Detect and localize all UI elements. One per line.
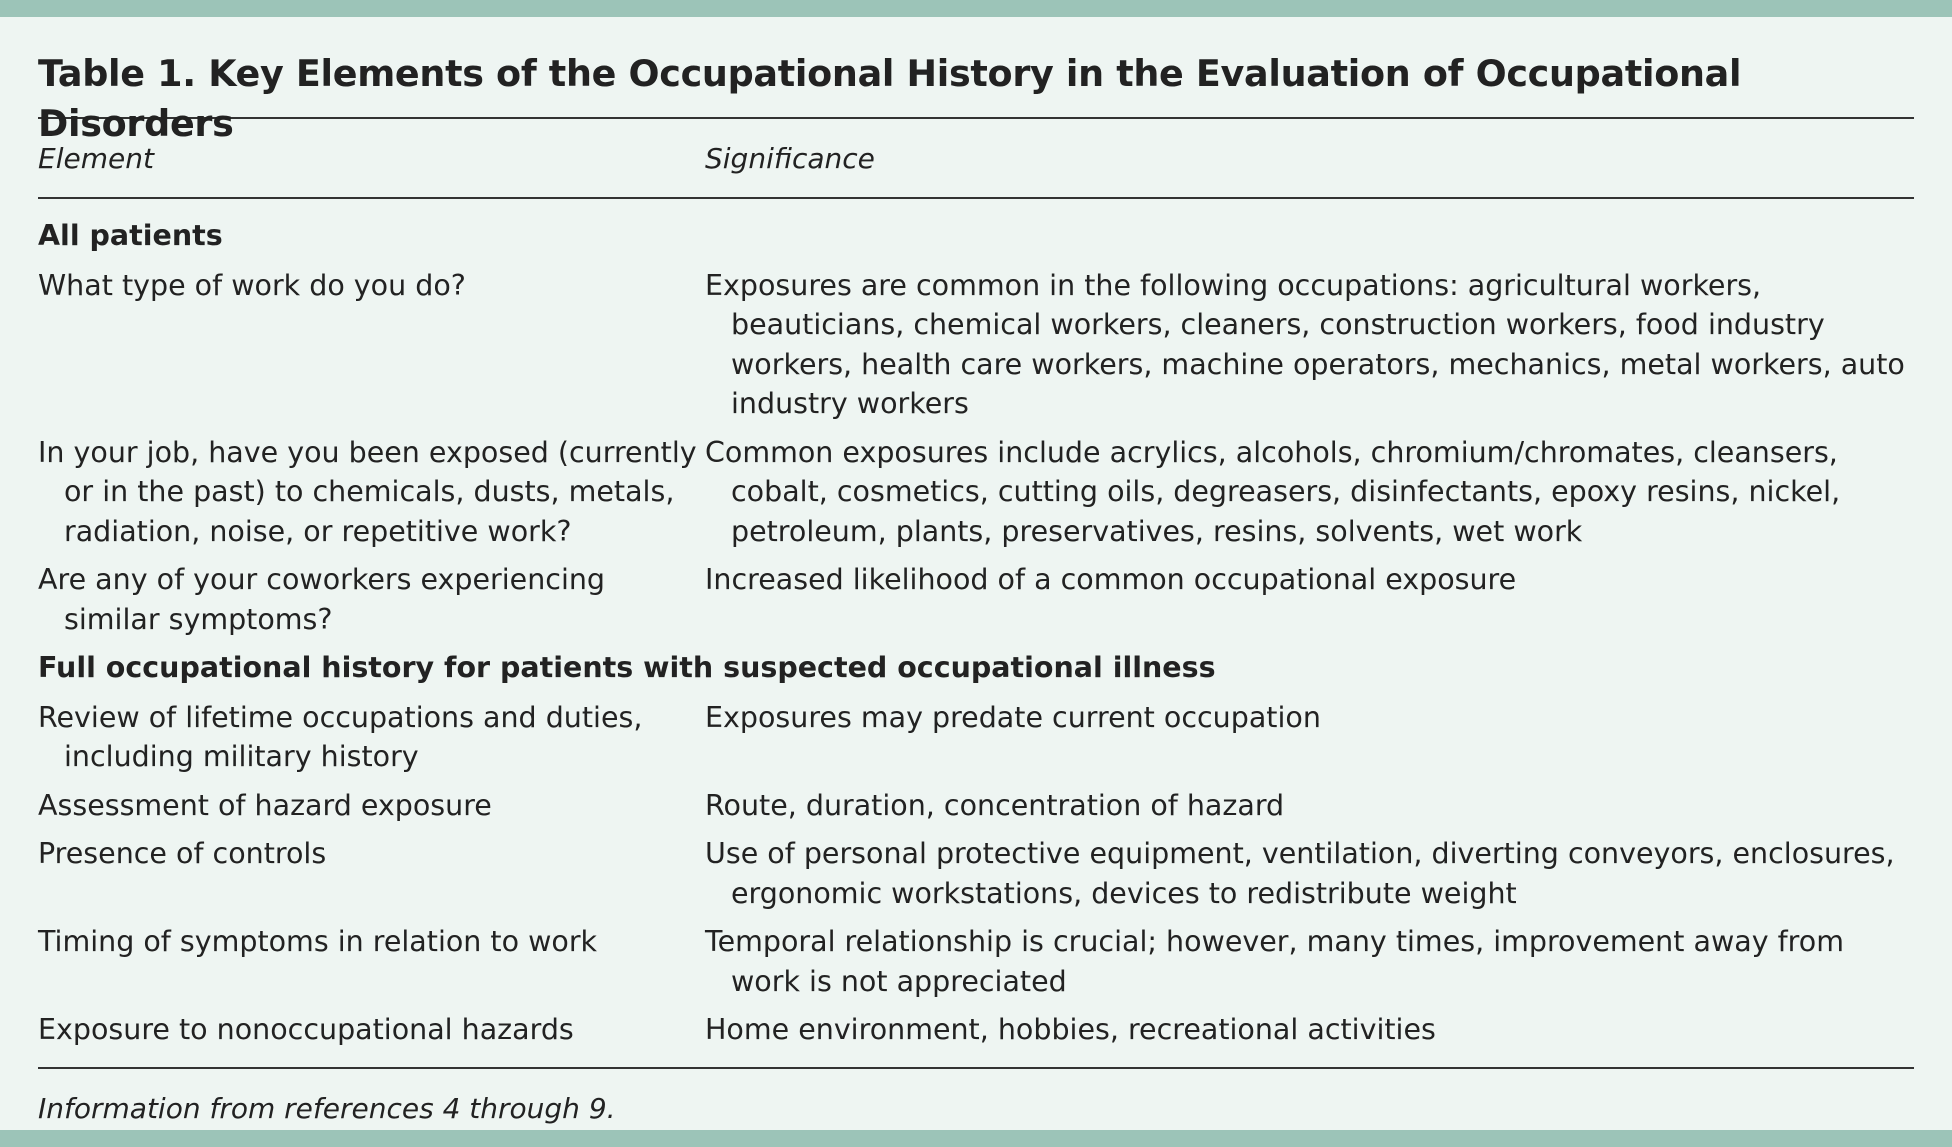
significance-cell: Temporal relationship is crucial; however, many times, improvement away from work is not appreciated [705, 925, 1844, 998]
section-heading-row [38, 216, 1914, 266]
element-cell: Review of lifetime occupations and duties, including military history [38, 700, 643, 773]
significance-cell: Home environment, hobbies, recreational activities [705, 1013, 1436, 1046]
element-cell: Assessment of hazard exposure [38, 788, 492, 822]
element-cell: Timing of symptoms in relation to work [38, 925, 598, 958]
element-cell: Exposure to nonoccupational hazards [38, 1013, 574, 1046]
element-cell: Presence of controls [38, 837, 327, 870]
element-cell: Are any of your coworkers experiencing similar symptoms? [38, 563, 606, 636]
bottom-accent-bar [0, 1130, 1952, 1147]
occupational-history-table [38, 216, 1914, 1059]
significance-cell: Increased likelihood of a common occupational exposure [705, 563, 1517, 596]
top-accent-bar [0, 0, 1952, 17]
significance-cell: Route, duration, concentration of hazard [705, 788, 1285, 822]
column-header-row [38, 119, 1914, 197]
element-cell: What type of work do you do? [38, 268, 466, 302]
table-row [38, 266, 1914, 433]
table-row [38, 698, 1914, 786]
table-row [38, 786, 1914, 835]
table-figure [38, 17, 1914, 1129]
significance-cell: Common exposures include acrylics, alcohols, chromium/chromates, cleansers, cobalt, cosmetics, cutting oils, degreasers, disinfectants, epoxy resins, nickel, petroleum, plants, preservatives, resins, solvents, wet work [705, 435, 1841, 548]
header-rule [38, 197, 1914, 199]
table-row [38, 433, 1914, 561]
table-title: Table 1. Key Elements of the Occupational History in the Evaluation of Occupational Disorders [38, 52, 1742, 145]
table-row [38, 1010, 1914, 1059]
bottom-rule [38, 1067, 1914, 1069]
section-heading: All patients [38, 219, 223, 252]
element-cell: In your job, have you been exposed (currently or in the past) to chemicals, dusts, metals, radiation, noise, or repetitive work? [38, 435, 697, 548]
column-header-significance: Significance [705, 141, 875, 175]
table-row [38, 834, 1914, 922]
significance-cell: Use of personal protective equipment, ventilation, diverting conveyors, enclosures, ergonomic workstations, devices to redistribute weight [705, 837, 1895, 910]
table-row [38, 922, 1914, 1010]
table-row [38, 560, 1914, 648]
section-heading-row [38, 648, 1914, 698]
table-footnote: Information from references 4 through 9. [38, 1091, 616, 1125]
section-heading: Full occupational history for patients with suspected occupational illness [38, 651, 1216, 684]
significance-cell: Exposures may predate current occupation [705, 700, 1321, 734]
significance-cell: Exposures are common in the following occupations: agricultural workers, beauticians, chemical workers, cleaners, construction workers, food industry workers, health care workers, machine operators, mechanics, metal workers, auto industry workers [705, 268, 1905, 420]
column-header-element: Element [38, 141, 154, 175]
